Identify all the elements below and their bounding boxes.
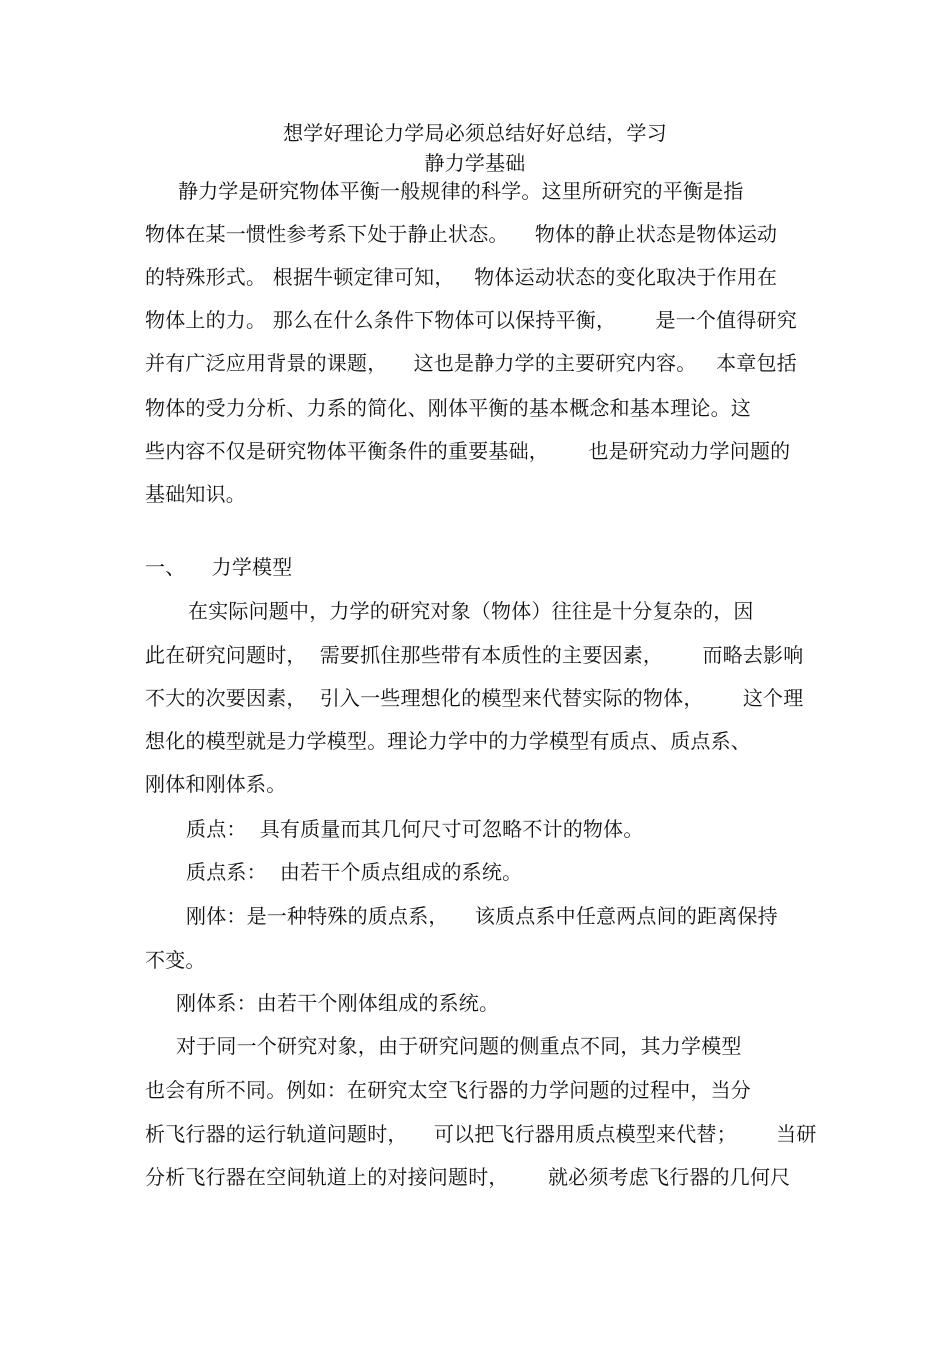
paragraph-line: 不大的次要因素， 引入一些理想化的模型来代替实际的物体， 这个理 [145,686,804,710]
paragraph-line: 对于同一个研究对象，由于研究问题的侧重点不同，其力学模型 [176,1034,742,1058]
definition-rigid-body: 刚体：是一种特殊的质点系， 该质点系中任意两点间的距离保持 [186,904,778,928]
intro-line: 些内容不仅是研究物体平衡条件的重要基础， 也是研究动力学问题的 [145,439,791,463]
definition-rigid-body-cont: 不变。 [145,948,206,972]
intro-line: 并有广泛应用背景的课题， 这也是静力学的主要研究内容。 本章包括 [145,351,797,375]
chapter-title: 静力学基础 [424,151,526,175]
definition-rigid-body-system: 刚体系：由若干个刚体组成的系统。 [176,991,500,1015]
paragraph-line: 此在研究问题时， 需要抓住那些带有本质性的主要因素， 而略去影响 [145,643,804,667]
section-heading: 一、 力学模型 [145,555,293,579]
intro-line: 物体在某一惯性参考系下处于静止状态。 物体的静止状态是物体运动 [145,222,778,246]
paragraph-line: 也会有所不同。例如：在研究太空飞行器的力学问题的过程中，当分 [145,1078,751,1102]
intro-line: 基础知识。 [145,482,246,506]
definition-particle: 质点： 具有质量而其几何尺寸可忽略不计的物体。 [186,817,644,841]
paragraph-line: 析飞行器的运行轨道问题时， 可以把飞行器用质点模型来代替； 当研 [145,1122,817,1146]
definition-particle-system: 质点系： 由若干个质点组成的系统。 [186,860,523,884]
intro-line: 物体的受力分析、力系的简化、刚体平衡的基本概念和基本理论。这 [145,396,751,420]
intro-line: 静力学是研究物体平衡一般规律的科学。这里所研究的平衡是指 [178,179,744,203]
intro-line: 的特殊形式。 根据牛顿定律可知， 物体运动状态的变化取决于作用在 [145,265,778,289]
document-title: 想学好理论力学局必须总结好好总结，学习 [283,121,667,145]
paragraph-line: 刚体和刚体系。 [145,772,287,796]
paragraph-line: 分析飞行器在空间轨道上的对接问题时， 就必须考虑飞行器的几何尺 [145,1165,791,1189]
paragraph-line: 在实际问题中，力学的研究对象（物体）往往是十分复杂的，因 [188,599,754,623]
intro-line: 物体上的力。 那么在什么条件下物体可以保持平衡， 是一个值得研究 [145,308,797,332]
paragraph-line: 想化的模型就是力学模型。理论力学中的力学模型有质点、质点系、 [145,729,751,753]
